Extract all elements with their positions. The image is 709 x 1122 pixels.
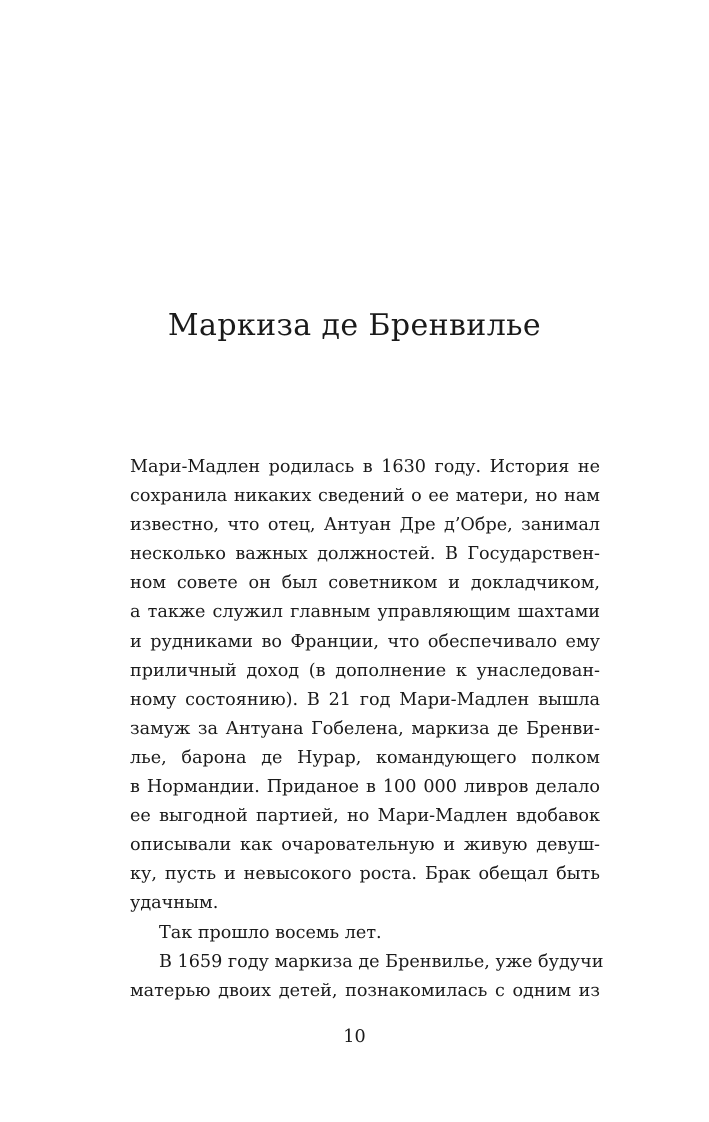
- text-line: а также служил главным управляющим шахтами: [130, 602, 600, 623]
- text-line: и рудниками во Франции, что обеспечивало ему: [130, 631, 600, 652]
- text-line: удачным.: [130, 893, 219, 914]
- text-line: описывали как очаровательную и живую девуш-: [130, 835, 600, 856]
- text-line: ее выгодной партией, но Мари-Мадлен вдобавок: [130, 806, 600, 827]
- text-line: в Нормандии. Приданое в 100 000 ливров делало: [130, 777, 600, 798]
- text-line: ному состоянию). В 21 год Мари-Мадлен вышла: [130, 689, 600, 710]
- text-line: В 1659 году маркиза де Бренвилье, уже будучи: [159, 951, 604, 972]
- text-line: Мари-Мадлен родилась в 1630 году. История не: [130, 457, 600, 477]
- page-number: 10: [343, 1027, 366, 1047]
- text-line: ном совете он был советником и докладчиком,: [130, 573, 600, 594]
- text-line: несколько важных должностей. В Государствен-: [130, 544, 600, 565]
- text-line: Так прошло восемь лет.: [159, 922, 382, 943]
- text-line: известно, что отец, Антуан Дре д’Обре, занимал: [130, 515, 600, 536]
- text-line: ку, пусть и невысокого роста. Брак обещал быть: [130, 864, 600, 885]
- chapter-title: Маркиза де Бренвилье: [167, 308, 542, 343]
- text-line: приличный доход (в дополнение к унаследован-: [130, 660, 600, 681]
- text-line: матерью двоих детей, познакомилась с одним из: [130, 980, 600, 1001]
- body-text: [130, 453, 604, 1006]
- text-line: сохранила никаких сведений о ее матери, но нам: [130, 486, 600, 507]
- text-line: лье, барона де Нурар, командующего полком: [130, 747, 600, 768]
- text-line: замуж за Антуана Гобелена, маркиза де Бренви-: [130, 718, 600, 739]
